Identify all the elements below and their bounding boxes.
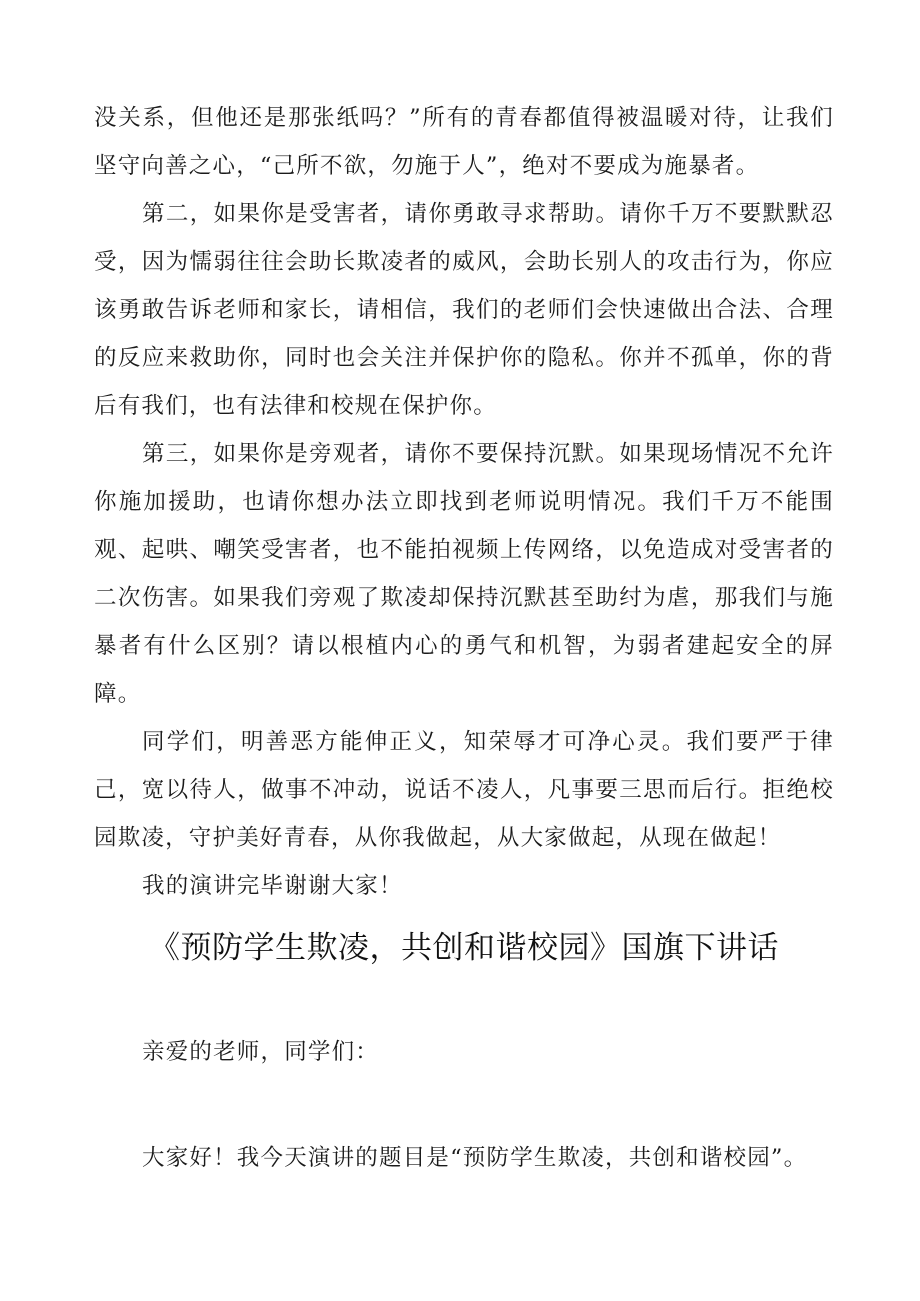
speech-title: 《预防学生欺凌，共创和谐校园》国旗下讲话 xyxy=(149,930,779,966)
paragraph-continuation: 没关系，但他还是那张纸吗？”所有的青春都值得被温暖对待，让我们坚守向善之心，“己所不欲，勿施于人”，绝对不要成为施暴者。 xyxy=(94,105,834,179)
speech-body xyxy=(94,94,834,910)
paragraph-thanks: 我的演讲完毕谢谢大家！ xyxy=(142,873,403,899)
paragraph-closing-appeal: 同学们，明善恶方能伸正义，知荣辱才可净心灵。我们要严于律己，宽以待人，做事不冲动，说话不凌人，凡事要三思而后行。拒绝校园欺凌，守护美好青春，从你我做起，从大家做起，从现在做起！ xyxy=(94,729,834,851)
opening-line: 大家好！我今天演讲的题目是“预防学生欺凌，共创和谐校园”。 xyxy=(142,1145,808,1171)
salutation: 亲爱的老师，同学们： xyxy=(142,1039,380,1065)
paragraph-third-point: 第三，如果你是旁观者，请你不要保持沉默。如果现场情况不允许你施加援助，也请你想办法立即找到老师说明情况。我们千万不能围观、起哄、嘲笑受害者，也不能拍视频上传网络，以免造成对受害者的二次伤害。如果我们旁观了欺凌却保持沉默甚至助纣为虐，那我们与施暴者有什么区别？请以根植内心的勇气和机智，为弱者建起安全的屏障。 xyxy=(94,441,834,707)
paragraph-second-point: 第二，如果你是受害者，请你勇敢寻求帮助。请你千万不要默默忍受，因为懦弱往往会助长欺凌者的威风，会助长别人的攻击行为，你应该勇敢告诉老师和家长，请相信，我们的老师们会快速做出合法、合理的反应来救助你，同时也会关注并保护你的隐私。你并不孤单，你的背后有我们，也有法律和校规在保护你。 xyxy=(94,201,834,419)
